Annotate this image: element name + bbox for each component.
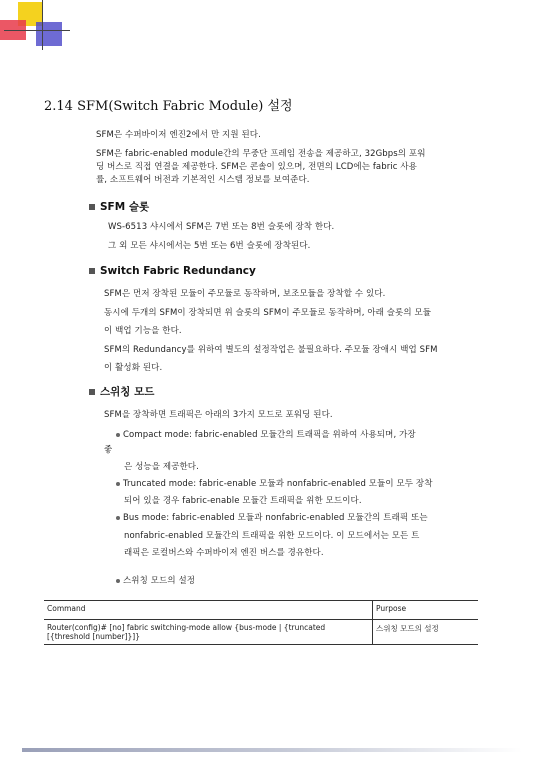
mode-bullet [116, 428, 416, 440]
section-line: 동시에 두개의 SFM이 장착되면 위 슬롯의 SFM이 주모듈로 동작하며, 아래 슬롯의 모듈 [104, 308, 432, 318]
dot-bullet-icon [116, 482, 120, 486]
table-header-command: Command [44, 601, 373, 620]
table-header-row [44, 601, 478, 620]
intro-line: 률, 소프트웨어 버전과 기본적인 시스템 정보를 보여준다. [96, 175, 310, 185]
page-title: 2.14 SFM(Switch Fabric Module) 설정 [44, 99, 293, 114]
mode-text: 스위칭 모드의 설정 [123, 576, 196, 586]
square-bullet-icon [89, 268, 95, 274]
section-heading-redundancy [89, 265, 256, 277]
section-line: 그 외 모든 샤시에서는 5번 또는 6번 슬롯에 장착된다. [108, 241, 311, 251]
mode-bullet [116, 574, 195, 586]
table-cell-command [44, 620, 373, 645]
mode-text: Bus mode: fabric-enabled 모듈과 nonfabric-enabled 모듈간의 트래픽 또는 [123, 513, 428, 523]
table-header-purpose: Purpose [373, 601, 479, 620]
section-line: 좋 [104, 445, 113, 455]
dot-bullet-icon [116, 579, 120, 583]
section-line: SFM은 먼저 장착된 모듈이 주모듈로 동작하며, 보조모듈을 장착할 수 있다. [104, 289, 386, 299]
section-line: WS-6513 샤시에서 SFM은 7번 또는 8번 슬롯에 장착 한다. [108, 222, 335, 232]
mode-bullet [116, 511, 428, 523]
table-row [44, 620, 478, 645]
section-heading-text: 스위칭 모드 [100, 386, 155, 398]
intro-line: 딩 버스로 직접 연결을 제공한다. SFM은 콘솔이 있으며, 전면의 LCD에는 fabric 사용 [96, 162, 417, 172]
logo-vertical-line [42, 0, 43, 50]
square-bullet-icon [89, 204, 95, 210]
section-heading-text: Switch Fabric Redundancy [100, 265, 256, 277]
section-line: 이 활성화 된다. [104, 363, 163, 373]
logo-horizontal-line [4, 30, 70, 31]
section-line: 은 성능을 제공한다. [124, 462, 199, 472]
command-line: [{threshold [number]}]} [47, 632, 140, 641]
table-cell-purpose: 스위칭 모드의 설정 [373, 620, 479, 645]
logo-blue-square [36, 22, 62, 46]
section-heading-text: SFM 슬롯 [100, 201, 150, 213]
dot-bullet-icon [116, 516, 120, 520]
footer-bar [22, 748, 522, 752]
mode-text: Compact mode: fabric-enabled 모듈간의 트래픽을 위하여 사용되며, 가장 [123, 430, 416, 440]
mode-bullet [116, 477, 433, 489]
section-line: 래픽은 로컬버스와 수퍼바이저 엔진 버스를 경유한다. [124, 548, 324, 558]
intro-line: SFM은 fabric-enabled module간의 무중단 프레임 전송을 제공하고, 32Gbps의 포워 [96, 149, 426, 159]
square-bullet-icon [89, 389, 95, 395]
dot-bullet-icon [116, 433, 120, 437]
section-line: SFM의 Redundancy를 위하여 별도의 설정작업은 불필요하다. 주모듈 장애시 백업 SFM [104, 345, 438, 355]
section-line: nonfabric-enabled 모듈간의 트래픽을 위한 모드이다. 이 모드에서는 모든 트 [124, 531, 420, 541]
command-line: Router(config)# [no] fabric switching-mode allow {bus-mode | {truncated [47, 623, 326, 632]
section-line: 되어 있을 경우 fabric-enable 모듈간 트래픽을 위한 모드이다. [124, 496, 362, 506]
mode-text: Truncated mode: fabric-enable 모듈과 nonfabric-enabled 모듈이 모두 장착 [123, 479, 433, 489]
section-heading-sfm-slot [89, 199, 149, 214]
section-heading-switching-mode [89, 384, 154, 399]
command-table [44, 600, 478, 645]
intro-line: SFM은 수퍼바이저 엔진2에서 만 지원 된다. [96, 130, 261, 140]
section-line: 이 백업 기능을 한다. [104, 326, 182, 336]
section-line: SFM을 장착하면 트래픽은 아래의 3가지 모드로 포워딩 된다. [104, 410, 333, 420]
corner-logo [0, 0, 70, 52]
